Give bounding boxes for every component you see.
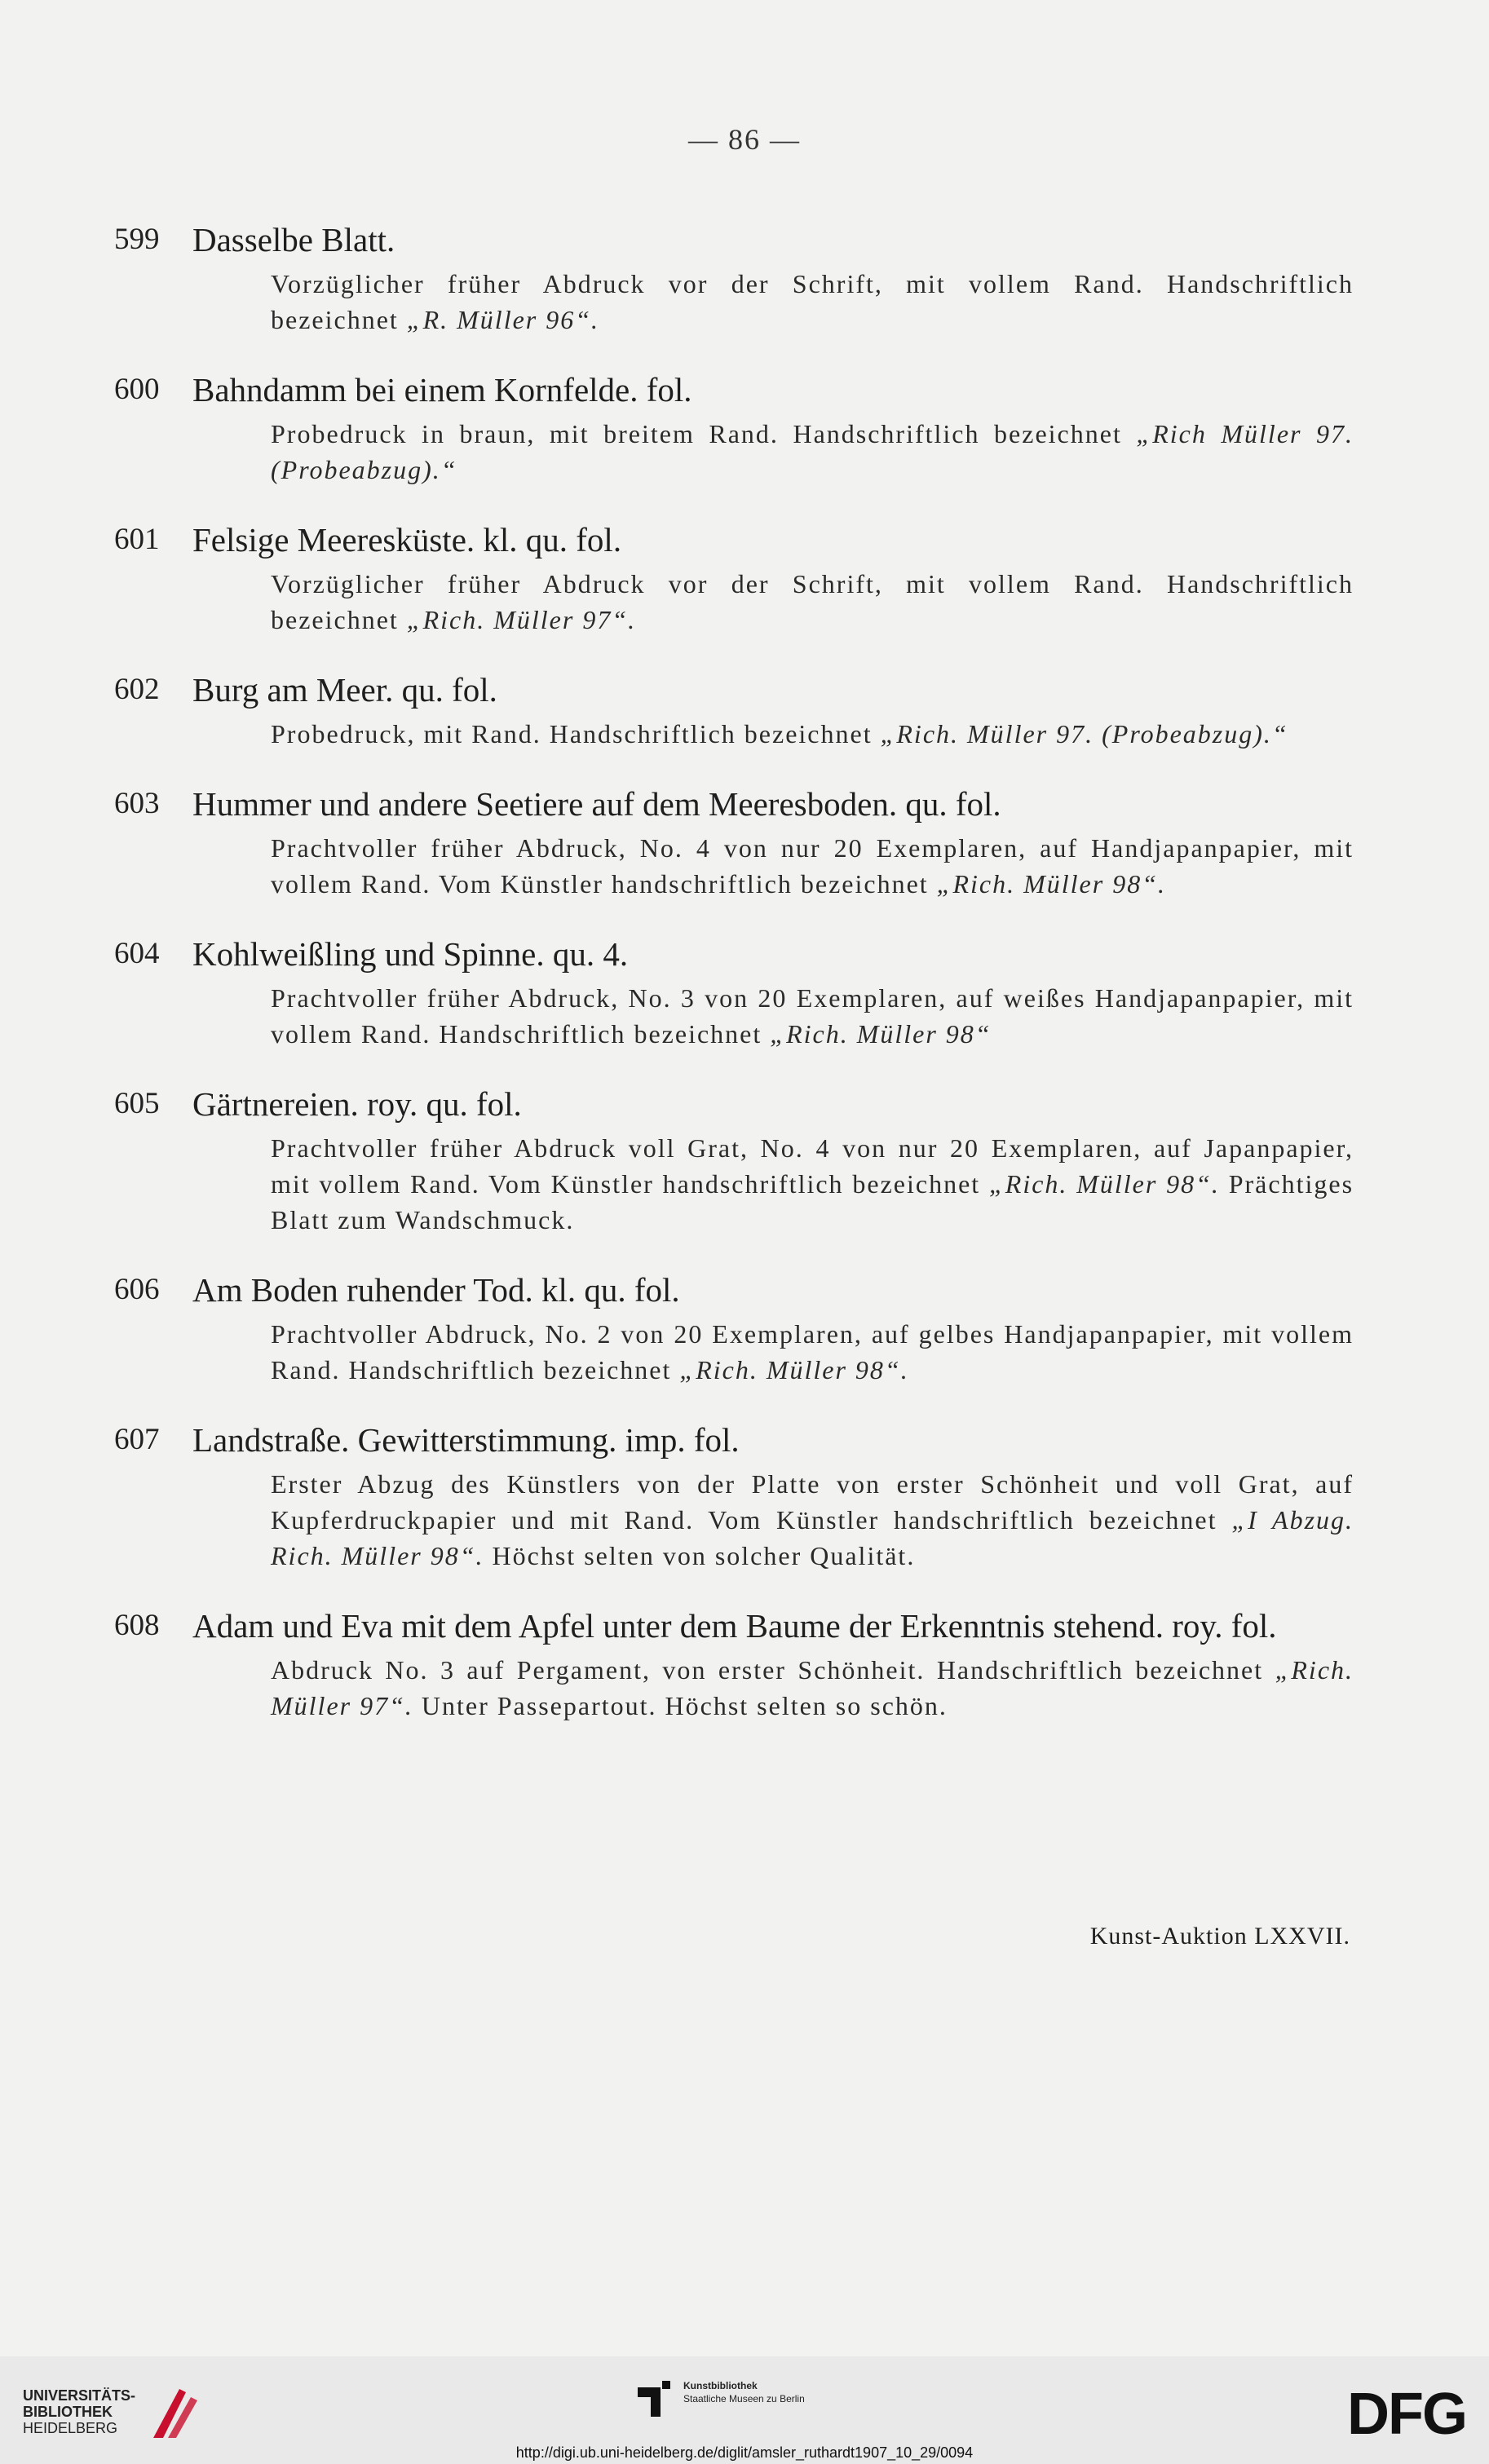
entry-signature: „I Abzug. Rich. Müller 98“.: [271, 1505, 1354, 1570]
kunstbibliothek-title: Kunstbibliothek: [683, 2380, 758, 2391]
entry-description: Vorzüglicher früher Abdruck vor der Schrift, mit vollem Rand. Handschriftlich bezeichnet: [271, 569, 1354, 634]
dfg-logo[interactable]: DFG: [1347, 2382, 1466, 2447]
entry-title: Dasselbe Blatt.: [192, 221, 395, 258]
entry-number: 604: [114, 937, 160, 970]
ub-logo-line1: UNIVERSITÄTS-: [23, 2387, 136, 2404]
entry-description: Prachtvoller früher Abdruck, No. 3 von 20 Exemplaren, auf weißes Handjapanpapier, mit vollem Rand. Handschriftlich bezeichnet: [271, 983, 1354, 1049]
ub-logo-line3: HEIDELBERG: [23, 2420, 118, 2436]
entry-title: Gärtnereien. roy. qu. fol.: [192, 1085, 522, 1123]
ub-logo-line2: BIBLIOTHEK: [23, 2404, 113, 2420]
entry-number: 606: [114, 1273, 160, 1306]
ub-heidelberg-logo[interactable]: [23, 2387, 135, 2436]
catalog-entry: [114, 934, 1354, 1052]
entry-description: Abdruck No. 3 auf Pergament, von erster Schönheit. Handschriftlich bezeichnet: [271, 1655, 1264, 1685]
entry-description: Erster Abzug des Künstlers von der Platte von erster Schönheit und voll Grat, auf Kupferdruckpapier und mit Rand. Vom Künstler handschriftlich bezeichnet: [271, 1469, 1354, 1534]
catalog-entries: [114, 220, 1354, 1756]
entry-number: 603: [114, 787, 160, 820]
entry-number: 602: [114, 673, 160, 706]
permalink-url[interactable]: http://digi.ub.uni-heidelberg.de/diglit/amsler_ruthardt1907_10_29/0094: [515, 2444, 974, 2461]
entry-title: Hummer und andere Seetiere auf dem Meeresboden. qu. fol.: [192, 785, 1001, 823]
entry-number: 608: [114, 1609, 160, 1642]
entry-signature: „Rich. Müller 98“.: [679, 1355, 909, 1384]
entry-signature: „Rich. Müller 98“.: [936, 869, 1166, 899]
entry-number: 607: [114, 1423, 160, 1456]
entry-number: 601: [114, 523, 160, 556]
catalog-footer-note: Kunst-Auktion LXXVII.: [1089, 1923, 1350, 1950]
catalog-entry: [114, 1606, 1354, 1724]
kunstbibliothek-subtitle: Staatliche Museen zu Berlin: [683, 2393, 805, 2404]
entry-title: Kohlweißling und Spinne. qu. 4.: [192, 935, 629, 973]
entry-description-after: Höchst selten von solcher Qualität.: [492, 1541, 916, 1570]
catalog-entry: [114, 1420, 1354, 1574]
catalog-entry: [114, 220, 1354, 338]
entry-signature: „R. Müller 96“.: [406, 305, 600, 334]
entry-description: Prachtvoller früher Abdruck voll Grat, No. 4 von nur 20 Exemplaren, auf Japanpapier, mit vollem Rand. Vom Künstler handschriftlich bezeichnet: [271, 1133, 1354, 1199]
entry-title: Bahndamm bei einem Kornfelde. fol.: [192, 371, 692, 408]
entry-title: Felsige Meeresküste. kl. qu. fol.: [192, 521, 622, 559]
entry-description: Prachtvoller Abdruck, No. 2 von 20 Exemplaren, auf gelbes Handjapanpapier, mit vollem Rand. Handschriftlich bezeichnet: [271, 1319, 1354, 1384]
entry-description: Probedruck in braun, mit breitem Rand. Handschriftlich bezeichnet: [271, 419, 1122, 448]
catalog-entry: [114, 370, 1354, 488]
catalog-entry: [114, 670, 1354, 752]
ub-heidelberg-mark-icon: [147, 2381, 204, 2446]
entry-description: Probedruck, mit Rand. Handschriftlich bezeichnet: [271, 719, 873, 748]
entry-title: Burg am Meer. qu. fol.: [192, 671, 497, 709]
entry-description-after: Unter Passepartout. Höchst selten so schön.: [421, 1691, 948, 1720]
entry-signature: „Rich. Müller 97“.: [271, 1655, 1354, 1720]
catalog-entry: [114, 1084, 1354, 1238]
entry-number: 605: [114, 1087, 160, 1120]
page-number: — 86 —: [688, 123, 801, 156]
entry-title: Landstraße. Gewitterstimmung. imp. fol.: [192, 1421, 740, 1459]
entry-number: 599: [114, 223, 160, 256]
entry-description: Vorzüglicher früher Abdruck vor der Schrift, mit vollem Rand. Handschriftlich bezeichnet: [271, 269, 1354, 334]
entry-number: 600: [114, 373, 160, 406]
entry-signature: „Rich. Müller 98“.: [988, 1169, 1220, 1199]
entry-signature: „Rich Müller 97. (Probeabzug).“: [271, 419, 1354, 484]
entry-description-after: Prächtiges Blatt zum Wandschmuck.: [271, 1169, 1354, 1234]
kunstbibliothek-mark-icon: [636, 2379, 672, 2418]
kunstbibliothek-logo[interactable]: [636, 2379, 805, 2418]
entry-signature: „Rich. Müller 97. (Probeabzug).“: [880, 719, 1288, 748]
entry-signature: „Rich. Müller 97“.: [406, 605, 637, 634]
catalog-entry: [114, 520, 1354, 638]
entry-signature: „Rich. Müller 98“: [770, 1019, 992, 1049]
catalog-entry: [114, 1270, 1354, 1388]
catalog-entry: [114, 784, 1354, 902]
viewer-footer: [0, 2356, 1489, 2464]
entry-title: Adam und Eva mit dem Apfel unter dem Baume der Erkenntnis stehend. roy. fol.: [192, 1607, 1277, 1645]
entry-title: Am Boden ruhender Tod. kl. qu. fol.: [192, 1271, 680, 1309]
entry-description: Prachtvoller früher Abdruck, No. 4 von nur 20 Exemplaren, auf Handjapanpapier, mit vollem Rand. Vom Künstler handschriftlich bezeichnet: [271, 833, 1354, 899]
